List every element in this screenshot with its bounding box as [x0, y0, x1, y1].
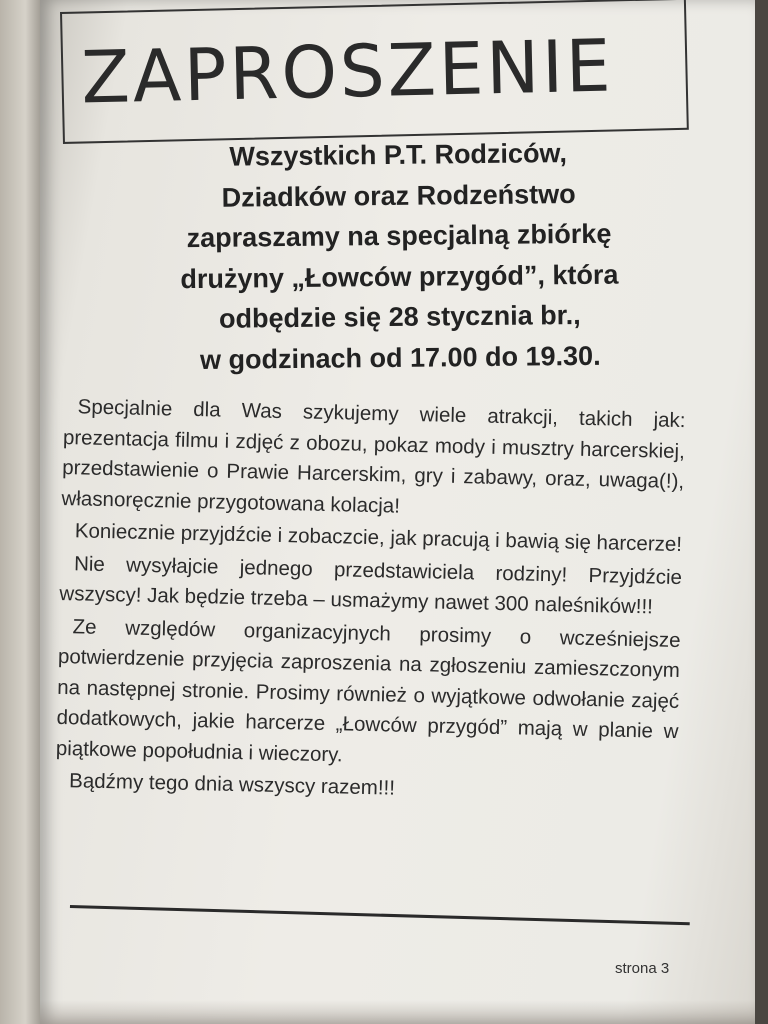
body-paragraph: Ze względów organizacyjnych prosimy o wcześniejsze potwierdzenie przyjęcia zaproszenia na zgłoszeniu zamieszczonym na następnej stronie. Prosimy również o wyjątkowe odwołanie zajęć dodatkowych, jakie harcerze „Łowców przygód” mają w planie w piątkowe popołudnia i wieczory.	[55, 614, 681, 766]
page-title: ZAPROSZENIE	[80, 23, 615, 120]
heading-line: Dziadków oraz Rodzeństwo	[221, 178, 576, 213]
heading-line: drużyny „Łowców przygód”, która	[180, 259, 619, 294]
body-paragraph: Bądźmy tego dnia wszyscy razem!!!	[68, 769, 396, 800]
body-paragraph: Koniecznie przyjdźcie i zobaczcie, jak pracują i bawią się harcerze!	[74, 519, 683, 557]
heading-line: zapraszamy na specjalną zbiórkę	[186, 218, 612, 254]
invitation-heading	[98, 132, 701, 381]
heading-line: Wszystkich P.T. Rodziców,	[229, 138, 568, 172]
heading-line: odbędzie się 28 stycznia br.,	[218, 299, 581, 334]
invitation-body	[55, 392, 686, 813]
page-bottom-shadow	[40, 1000, 755, 1024]
title-box	[60, 0, 689, 144]
body-paragraph: Specjalnie dla Was szykujemy wiele atrakcji, takich jak: prezentacja filmu i zdjęć z obozu, pokaz mody i musztry harcerskiej, przedstawienie o Prawie Harcerskim, gry i zabawy, oraz, uwaga(!), własnoręcznie przygotowana kolacja!	[61, 395, 686, 518]
page-number: strona 3	[615, 960, 670, 977]
heading-line: w godzinach od 17.00 do 19.30.	[199, 340, 601, 375]
document-page	[40, 0, 755, 1024]
footer-divider	[70, 905, 690, 925]
body-paragraph: Nie wysyłajcie jednego przedstawiciela rodziny! Przyjdźcie wszyscy! Jak będzie trzeba – usmażymy nawet 300 naleśników!!!	[59, 551, 683, 619]
